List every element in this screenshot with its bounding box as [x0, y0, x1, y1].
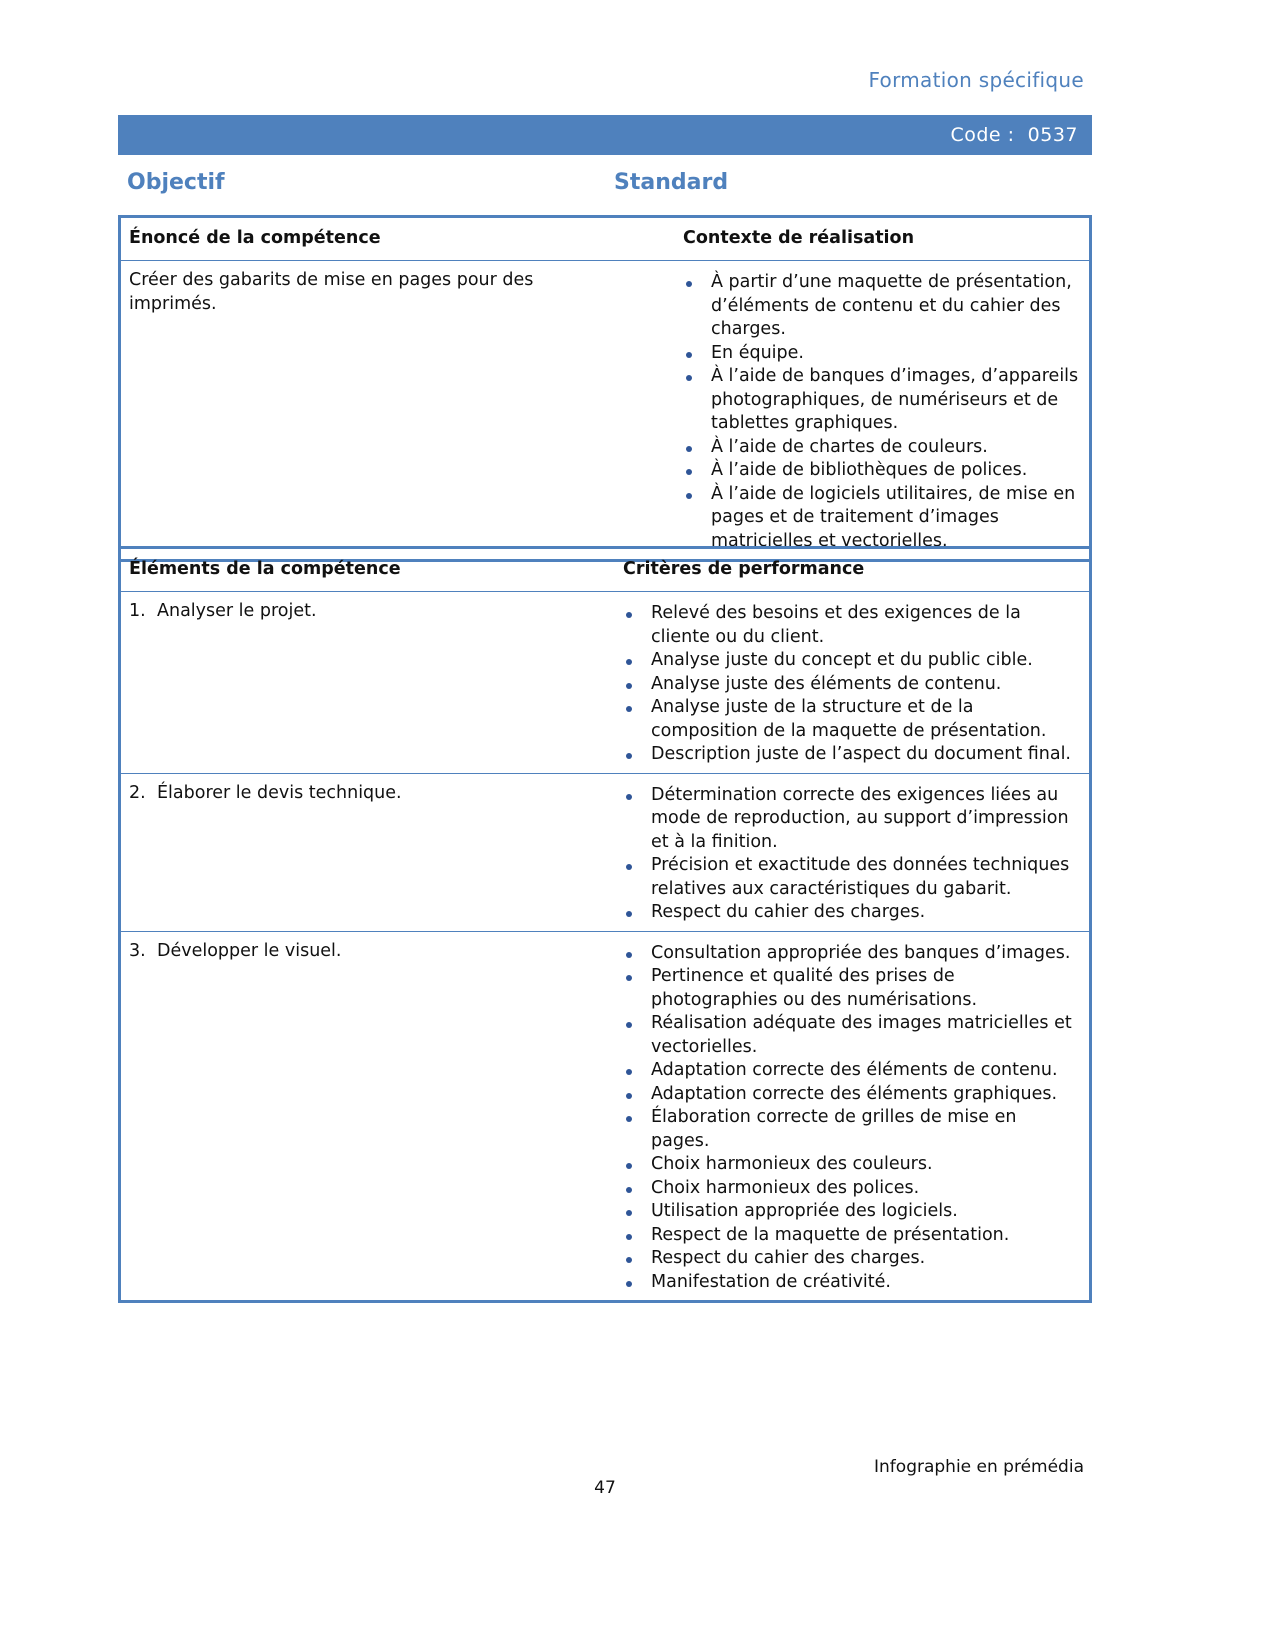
element-text: Analyser le projet.	[157, 601, 317, 621]
context-header: Contexte de réalisation	[675, 217, 1091, 261]
list-item: Adaptation correcte des éléments de contenu.	[623, 1059, 1079, 1083]
list-item: Analyse juste de la structure et de la composition de la maquette de présentation.	[623, 696, 1079, 743]
list-item: Choix harmonieux des polices.	[623, 1177, 1079, 1201]
element-text: Développer le visuel.	[157, 940, 342, 961]
list-item: Précision et exactitude des données techniques relatives aux caractéristiques du gabarit.	[623, 854, 1079, 901]
criteria-list	[623, 592, 1089, 773]
list-item: À l’aide de bibliothèques de polices.	[683, 459, 1079, 483]
statement-header: Énoncé de la compétence	[120, 217, 676, 261]
element-cell	[120, 931, 616, 1302]
list-item: Respect du cahier des charges.	[623, 1247, 1079, 1271]
page-number: 47	[594, 1478, 616, 1498]
code-label: Code :	[950, 124, 1015, 146]
list-item: Manifestation de créativité.	[623, 1271, 1079, 1295]
element-cell	[120, 773, 616, 931]
table-row	[120, 773, 1091, 931]
table-row	[120, 931, 1091, 1302]
list-item: Pertinence et qualité des prises de photographies ou des numérisations.	[623, 965, 1079, 1012]
context-list	[683, 261, 1089, 559]
standard-heading: Standard	[614, 170, 729, 195]
table-row	[120, 592, 1091, 774]
list-item: Relevé des besoins et des exigences de la cliente ou du client.	[623, 602, 1079, 649]
list-item: Description juste de l’aspect du document final.	[623, 743, 1079, 767]
elements-header: Éléments de la compétence	[120, 548, 616, 592]
code-band	[118, 115, 1092, 155]
statement-text: Créer des gabarits de mise en pages pour des imprimés.	[129, 270, 534, 314]
element-number: 1.	[129, 601, 146, 621]
list-item: Choix harmonieux des couleurs.	[623, 1153, 1079, 1177]
element-number: 3.	[129, 940, 146, 961]
list-item: À partir d’une maquette de présentation, d’éléments de contenu et du cahier des charges.	[683, 271, 1079, 342]
element-text: Élaborer le devis technique.	[157, 782, 402, 803]
criteria-list	[623, 774, 1089, 931]
criteria-header: Critères de performance	[615, 548, 1091, 592]
footer-title: Infographie en prémédia	[874, 1457, 1084, 1477]
element-cell	[120, 592, 616, 774]
element-number: 2.	[129, 782, 146, 803]
code-text	[950, 124, 1078, 146]
list-item: Respect de la maquette de présentation.	[623, 1224, 1079, 1248]
list-item: Utilisation appropriée des logiciels.	[623, 1200, 1079, 1224]
list-item: Réalisation adéquate des images matricielles et vectorielles.	[623, 1012, 1079, 1059]
list-item: À l’aide de logiciels utilitaires, de mise en pages et de traitement d’images matricielles et vectorielles.	[683, 483, 1079, 554]
list-item: En équipe.	[683, 342, 1079, 366]
objectif-heading: Objectif	[127, 170, 225, 195]
list-item: Consultation appropriée des banques d’images.	[623, 942, 1079, 966]
criteria-list	[623, 932, 1089, 1301]
code-value: 0537	[1027, 124, 1078, 146]
criteria-table	[118, 546, 1092, 1303]
list-item: Analyse juste des éléments de contenu.	[623, 673, 1079, 697]
list-item: À l’aide de chartes de couleurs.	[683, 436, 1079, 460]
list-item: À l’aide de banques d’images, d’appareils photographiques, de numériseurs et de tablettes graphiques.	[683, 365, 1079, 436]
list-item: Élaboration correcte de grilles de mise en pages.	[623, 1106, 1079, 1153]
competence-table	[118, 215, 1092, 562]
list-item: Respect du cahier des charges.	[623, 901, 1079, 925]
list-item: Détermination correcte des exigences liées au mode de reproduction, au support d’impression et à la finition.	[623, 784, 1079, 855]
list-item: Analyse juste du concept et du public cible.	[623, 649, 1079, 673]
section-title: Formation spécifique	[868, 68, 1084, 92]
list-item: Adaptation correcte des éléments graphiques.	[623, 1083, 1079, 1107]
